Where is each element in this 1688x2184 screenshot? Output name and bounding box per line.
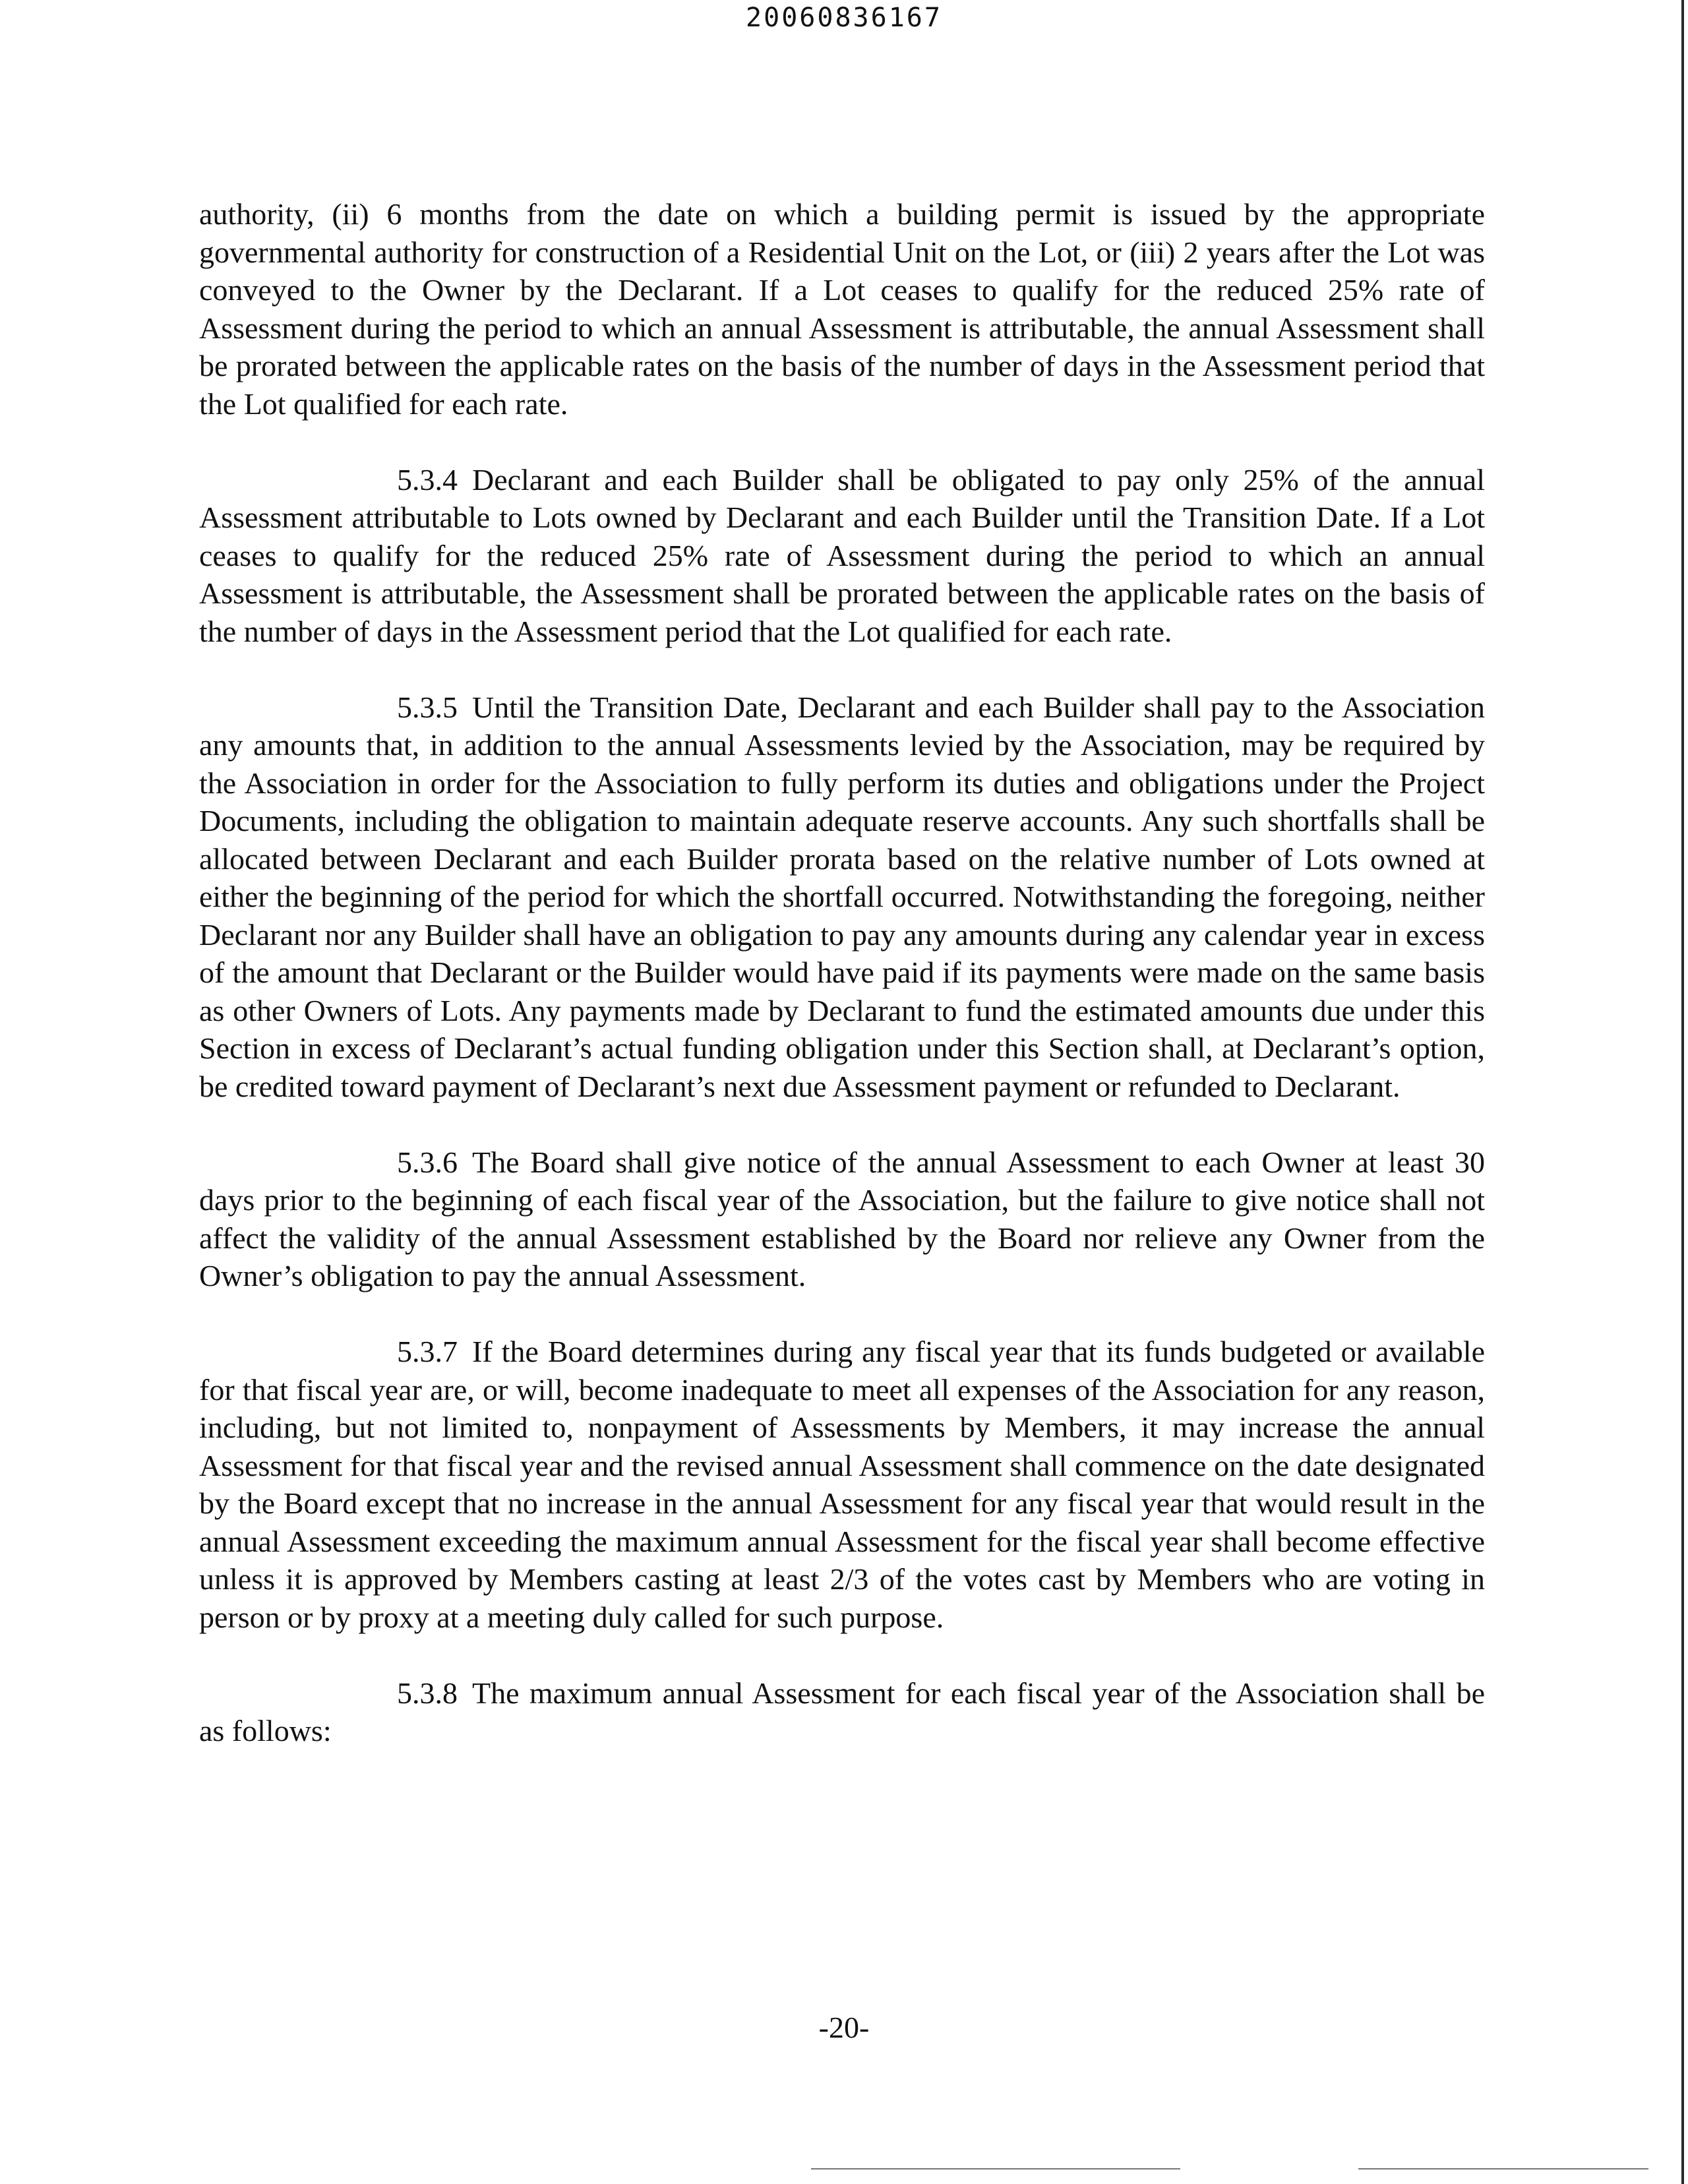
document-body xyxy=(199,195,1485,1788)
paragraph-5-3-6 xyxy=(199,1143,1485,1295)
page-number: -20- xyxy=(818,2011,870,2044)
paragraph-5-3-4 xyxy=(199,461,1485,651)
paragraph-text: authority, (ii) 6 months from the date on which a building permit is issued by the appropriate governmental authority for construction of a Residential Unit on the Lot, or (iii) 2 years after the Lot was conveyed to the Owner by the Declarant. If a Lot ceases to qualify for the reduced 25% rate of Assessment during the period to which an annual Assessment is attributable, the annual Assessment shall be prorated between the applicable rates on the basis of the number of days in the Assessment period that the Lot qualified for each rate. xyxy=(199,197,1485,421)
section-number: 5.3.6 xyxy=(397,1145,458,1179)
paragraph-text: The Board shall give notice of the annual Assessment to each Owner at least 30 days prior to the beginning of each fiscal year of the Association, but the failure to give notice shall not affect the validity of the annual Assessment established by the Board nor relieve any Owner from the Owner’s obligation to pay the annual Assessment. xyxy=(199,1145,1485,1292)
scan-artifact-line xyxy=(811,2168,1180,2169)
paragraph-text: Until the Transition Date, Declarant and each Builder shall pay to the Association any amounts that, in addition to the annual Assessments levied by the Association, may be required by the Association in order for the Association to fully perform its duties and obligations under the Project Documents, including the obligation to maintain adequate reserve accounts. Any such shortfalls shall be allocated between Declarant and each Builder prorata based on the relative number of Lots owned at either the beginning of the period for which the shortfall occurred. Notwithstanding the foregoing, neither Declarant nor any Builder shall have an obligation to pay any amounts during any calendar year in excess of the amount that Declarant or the Builder would have paid if its payments were made on the same basis as other Owners of Lots. Any payments made by Declarant to fund the estimated amounts due under this Section in excess of Declarant’s actual funding obligation under this Section shall, at Declarant’s option, be credited toward payment of Declarant’s next due Assessment payment or refunded to Declarant. xyxy=(199,690,1485,1103)
paragraph-text: If the Board determines during any fiscal year that its funds budgeted or available for that fiscal year are, or will, become inadequate to meet all expenses of the Association for any reason, including, but not limited to, nonpayment of Assessments by Members, it may increase the annual Assessment for that fiscal year and the revised annual Assessment shall commence on the date designated by the Board except that no increase in the annual Assessment for any fiscal year that would result in the annual Assessment exceeding the maximum annual Assessment for the fiscal year shall become effective unless it is approved by Members casting at least 2/3 of the votes cast by Members who are voting in person or by proxy at a meeting duly called for such purpose. xyxy=(199,1335,1485,1634)
paragraph-text: The maximum annual Assessment for each fiscal year of the Association shall be as follows: xyxy=(199,1676,1485,1747)
paragraph-5-3-7 xyxy=(199,1333,1485,1636)
paragraph-continuation xyxy=(199,195,1485,423)
section-number: 5.3.8 xyxy=(397,1676,458,1710)
paragraph-5-3-5 xyxy=(199,688,1485,1106)
scan-artifact-line xyxy=(1358,2168,1648,2169)
paragraph-5-3-8 xyxy=(199,1674,1485,1750)
scan-edge-line xyxy=(1681,0,1684,2184)
paragraph-text: Declarant and each Builder shall be obligated to pay only 25% of the annual Assessment attributable to Lots owned by Declarant and each Builder until the Transition Date. If a Lot ceases to qualify for the reduced 25% rate of Assessment during the period to which an annual Assessment is attributable, the Assessment shall be prorated between the applicable rates on the basis of the number of days in the Assessment period that the Lot qualified for each rate. xyxy=(199,462,1485,648)
section-number: 5.3.5 xyxy=(397,690,458,724)
section-number: 5.3.4 xyxy=(397,462,458,497)
section-number: 5.3.7 xyxy=(397,1335,458,1368)
document-number: 20060836167 xyxy=(746,3,942,33)
